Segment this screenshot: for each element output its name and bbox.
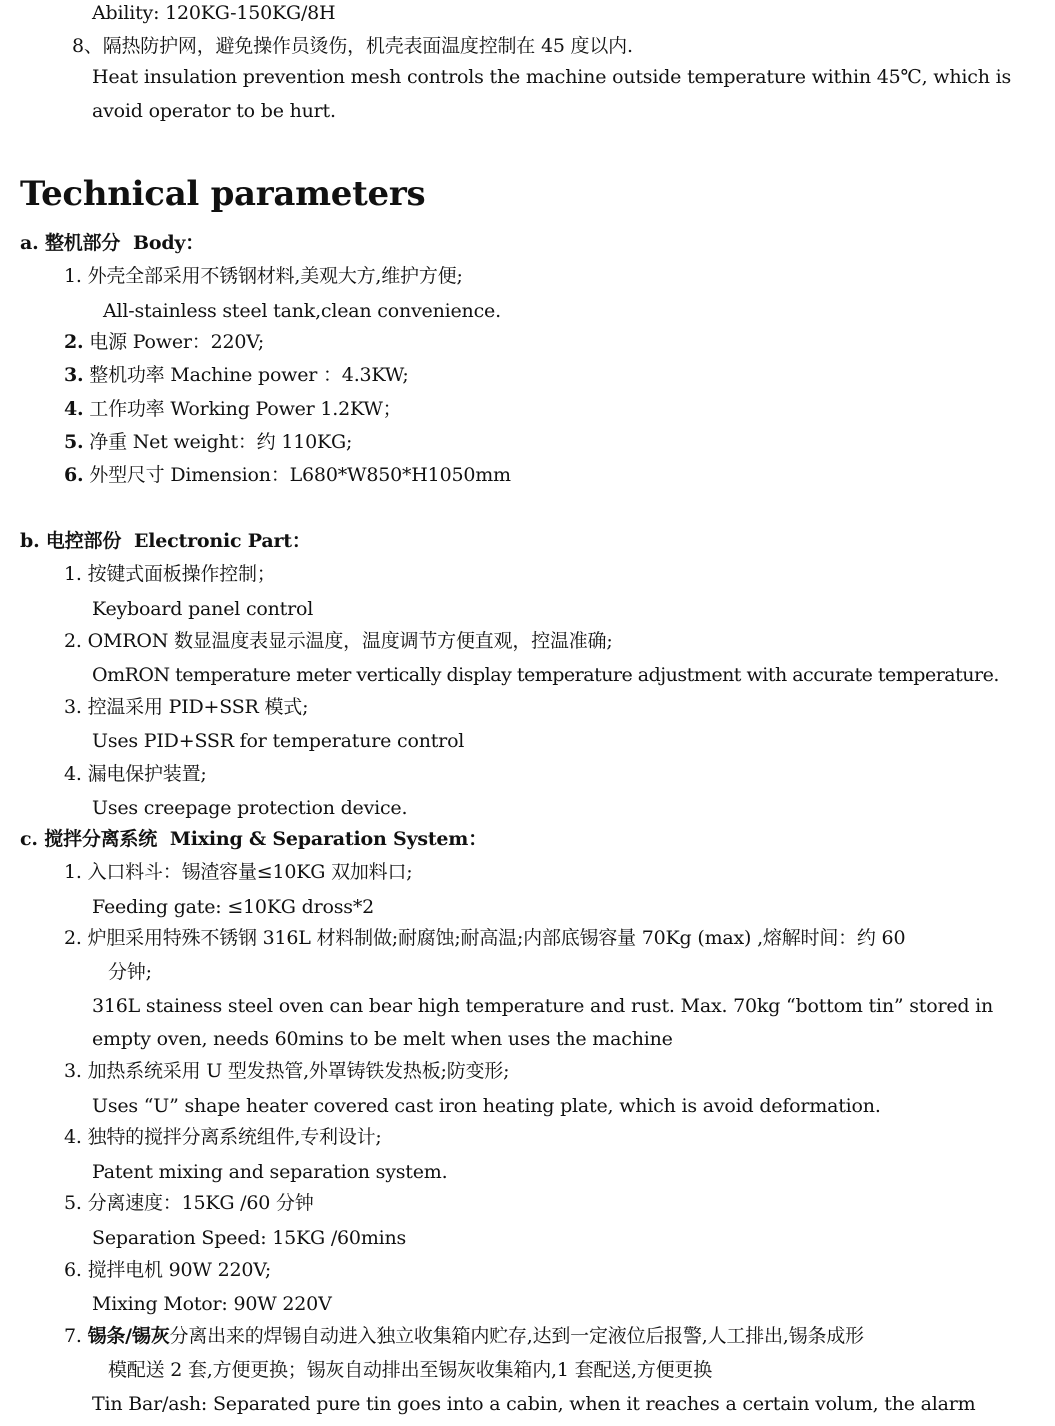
item-text-cn-bold: 锡条/锡灰 (87, 1325, 170, 1347)
body-item-1 (64, 261, 463, 291)
item-text-cn: 分离出来的焊锡自动进入独立收集箱内贮存,达到一定液位后报警,人工排出,锡条成形 (169, 1325, 864, 1347)
item-text: 工作功率 Working Power 1.2KW； (89, 398, 402, 420)
item-text: 外壳全部采用不锈钢材料,美观大方,维护方便; (87, 265, 463, 287)
electronic-item-3-en: Uses PID+SSR for temperature control (92, 730, 465, 752)
mixing-item-2-en-2: empty oven, needs 60mins to be melt when uses the machine (92, 1028, 673, 1050)
item-number: 3. (64, 364, 84, 386)
item-text: 外型尺寸 Dimension：L680*W850*H1050mm (89, 464, 511, 486)
section-prefix: a. (20, 232, 39, 254)
mixing-item-7 (64, 1321, 864, 1351)
intro-item-8-en-2: avoid operator to be hurt. (92, 100, 336, 122)
electronic-item-2-en: OmRON temperature meter vertically display temperature adjustment with accurate temperature. (92, 664, 999, 686)
item-text-cn: 按键式面板操作控制； (87, 563, 276, 585)
mixing-item-2-cn-cont: 分钟; (108, 961, 152, 983)
item-text-cn: 控温采用 PID+SSR 模式; (87, 696, 309, 718)
section-heading-mixing (20, 824, 487, 854)
section-heading-en: Mixing & Separation System： (169, 828, 488, 850)
section-heading-en: Electronic Part： (133, 530, 311, 552)
item-number: 4. (64, 398, 84, 420)
mixing-item-6-en: Mixing Motor: 90W 220V (92, 1293, 332, 1315)
electronic-item-1-en: Keyboard panel control (92, 598, 314, 620)
ability-line: Ability: 120KG-150KG/8H (92, 2, 336, 24)
body-item-1-sub: All-stainless steel tank,clean convenience. (103, 300, 501, 322)
item-text-cn: 独特的搅拌分离系统组件,专利设计; (87, 1126, 382, 1148)
intro-item-8 (72, 31, 633, 61)
item-number: 4. (64, 1126, 82, 1148)
section-heading-body (20, 228, 204, 258)
item-text-cn: 炉胆采用特殊不锈钢 316L 材料制做;耐腐蚀;耐高温;内部底锡容量 70Kg (max) ,熔解时间：约 60 (87, 927, 906, 949)
mixing-item-2 (64, 923, 905, 953)
item-number: 5. (64, 1192, 82, 1214)
item-number: 1. (64, 563, 82, 585)
mixing-item-4 (64, 1122, 382, 1152)
item-number: 3. (64, 1060, 82, 1082)
item-text: 整机功率 Machine power ：4.3KW; (89, 364, 409, 386)
section-heading-cn: 电控部份 (45, 530, 122, 552)
item-number: 6. (64, 464, 84, 486)
item-number: 1. (64, 861, 82, 883)
mixing-item-2-en-1: 316L stainess steel oven can bear high temperature and rust. Max. 70kg “bottom tin” stored in (92, 995, 994, 1017)
mixing-item-5 (64, 1188, 314, 1218)
item-number: 1. (64, 265, 82, 287)
item-number: 3. (64, 696, 82, 718)
body-item-4 (64, 394, 401, 424)
electronic-item-4-en: Uses creepage protection device. (92, 797, 408, 819)
mixing-item-3 (64, 1056, 509, 1086)
body-item-5 (64, 427, 352, 457)
electronic-item-3 (64, 692, 308, 722)
item-text-cn: OMRON 数显温度表显示温度，温度调节方便直观，控温准确; (87, 630, 613, 652)
item-text-cn: 分离速度：15KG /60 分钟 (87, 1192, 314, 1214)
item-text-cn: 入口料斗：锡渣容量≤10KG 双加料口; (87, 861, 413, 883)
section-heading-cn: 搅拌分离系统 (44, 828, 158, 850)
item-text-cn: 搅拌电机 90W 220V; (87, 1259, 272, 1281)
body-item-6 (64, 460, 511, 490)
item-text-cn: 隔热防护网，避免操作员烫伤，机壳表面温度控制在 45 度以内. (102, 35, 633, 57)
electronic-item-1 (64, 559, 276, 589)
item-text: 电源 Power：220V; (89, 331, 265, 353)
section-heading-electronic (20, 526, 311, 556)
mixing-item-6 (64, 1255, 271, 1285)
page-title: Technical parameters (20, 174, 426, 214)
mixing-item-1-en: Feeding gate: ≤10KG dross*2 (92, 896, 375, 918)
item-number: 7. (64, 1325, 82, 1347)
mixing-item-1 (64, 857, 413, 887)
item-text-cn: 加热系统采用 U 型发热管,外罩铸铁发热板;防变形; (87, 1060, 510, 1082)
item-number: 4. (64, 763, 82, 785)
electronic-item-2 (64, 626, 613, 656)
body-item-2 (64, 327, 264, 357)
electronic-item-4 (64, 759, 207, 789)
item-number: 2. (64, 630, 82, 652)
mixing-item-5-en: Separation Speed: 15KG /60mins (92, 1227, 407, 1249)
mixing-item-4-en: Patent mixing and separation system. (92, 1161, 448, 1183)
item-number: 6. (64, 1259, 82, 1281)
item-number: 8、 (72, 35, 103, 57)
item-number: 5. (64, 431, 84, 453)
section-prefix: c. (20, 828, 38, 850)
section-prefix: b. (20, 530, 40, 552)
mixing-item-7-cn-cont: 模配送 2 套,方便更换；锡灰自动排出至锡灰收集箱内,1 套配送,方便更换 (108, 1359, 713, 1381)
body-item-3 (64, 360, 409, 390)
section-heading-cn: 整机部分 (44, 232, 121, 254)
intro-item-8-en-1: Heat insulation prevention mesh controls the machine outside temperature within 45℃, which is (92, 66, 1012, 88)
item-number: 2. (64, 331, 84, 353)
mixing-item-3-en: Uses “U” shape heater covered cast iron heating plate, which is avoid deformation. (92, 1095, 881, 1117)
mixing-item-7-en: Tin Bar/ash: Separated pure tin goes into a cabin, when it reaches a certain volum, the alarm (92, 1393, 976, 1415)
item-text: 净重 Net weight：约 110KG; (89, 431, 353, 453)
item-text-cn: 漏电保护装置; (87, 763, 207, 785)
item-number: 2. (64, 927, 82, 949)
section-heading-en: Body： (133, 232, 205, 254)
